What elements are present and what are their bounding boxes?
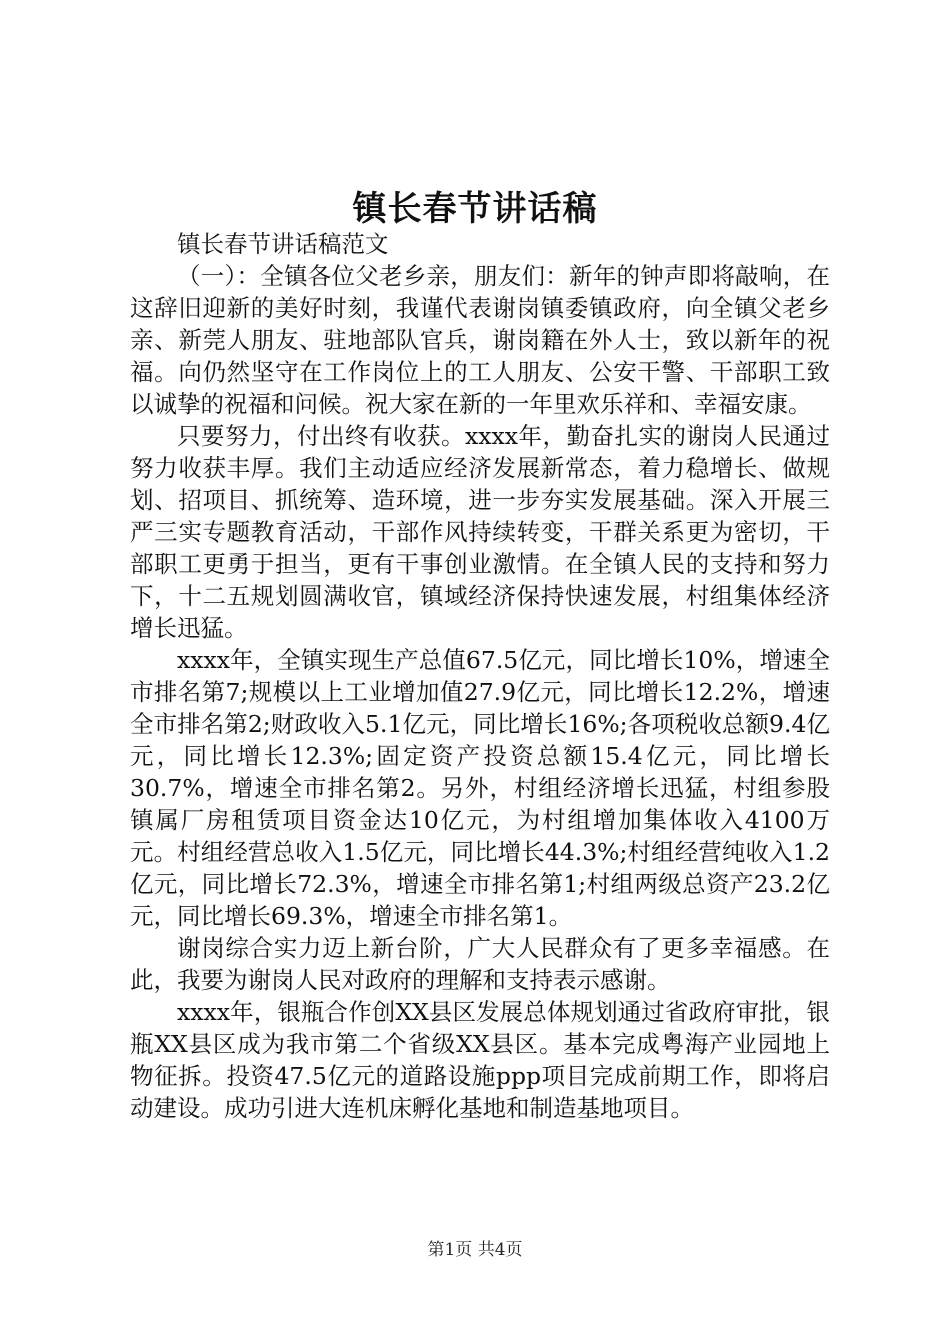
page-number-footer: 第1页 共4页 (427, 1240, 523, 1260)
paragraph-achievements: 只要努力，付出终有收获。xxxx年，勤奋扎实的谢岗人民通过努力收获丰厚。我们主动适应经济发展新常态，着力稳增长、做规划、招项目、抓统筹、造环境，进一步夯实发展基础。深入开展三严三实专题教育活动，干部作风持续转变，干群关系更为密切，干部职工更勇于担当，更有干事创业激情。在全镇人民的支持和努力下，十二五规划圆满收官，镇域经济保持快速发展，村组集体经济增长迅猛。 (130, 422, 830, 642)
paragraph-projects: xxxx年，银瓶合作创XX县区发展总体规划通过省政府审批，银瓶XX县区成为我市第二个省级XX县区。基本完成粤海产业园地上物征拆。投资47.5亿元的道路设施ppp项目完成前期工作，即将启动建设。成功引进大连机床孵化基地和制造基地项目。 (130, 998, 830, 1122)
document-title: 镇长春节讲话稿 (352, 189, 598, 229)
paragraph-greeting: （一）：全镇各位父老乡亲，朋友们：新年的钟声即将敲响，在这辞旧迎新的美好时刻，我谨代表谢岗镇委镇政府，向全镇父老乡亲、新莞人朋友、驻地部队官兵，谢岗籍在外人士，致以新年的祝福。向仍然坚守在工作岗位上的工人朋友、公安干警、干部职工致以诚挚的祝福和问候。祝大家在新的一年里欢乐祥和、幸福安康。 (130, 262, 830, 418)
document-body (130, 228, 830, 1124)
document-subtitle: 镇长春节讲话稿范文 (177, 230, 389, 258)
paragraph-statistics: xxxx年，全镇实现生产总值67.5亿元，同比增长10%，增速全市排名第7;规模以上工业增加值27.9亿元，同比增长12.2%，增速全市排名第2;财政收入5.1亿元，同比增长16%;各项税收总额9.4亿元，同比增长12.3%;固定资产投资总额15.4亿元，同比增长30.7%，增速全市排名第2。另外，村组经济增长迅猛，村组参股镇属厂房租赁项目资金达10亿元，为村组增加集体收入4100万元。村组经营总收入1.5亿元，同比增长44.3%;村组经营纯收入1.2亿元，同比增长72.3%，增速全市排名第1;村组两级总资产23.2亿元，同比增长69.3%，增速全市排名第1。 (130, 646, 830, 930)
paragraph-thanks: 谢岗综合实力迈上新台阶，广大人民群众有了更多幸福感。在此，我要为谢岗人民对政府的理解和支持表示感谢。 (130, 934, 830, 994)
